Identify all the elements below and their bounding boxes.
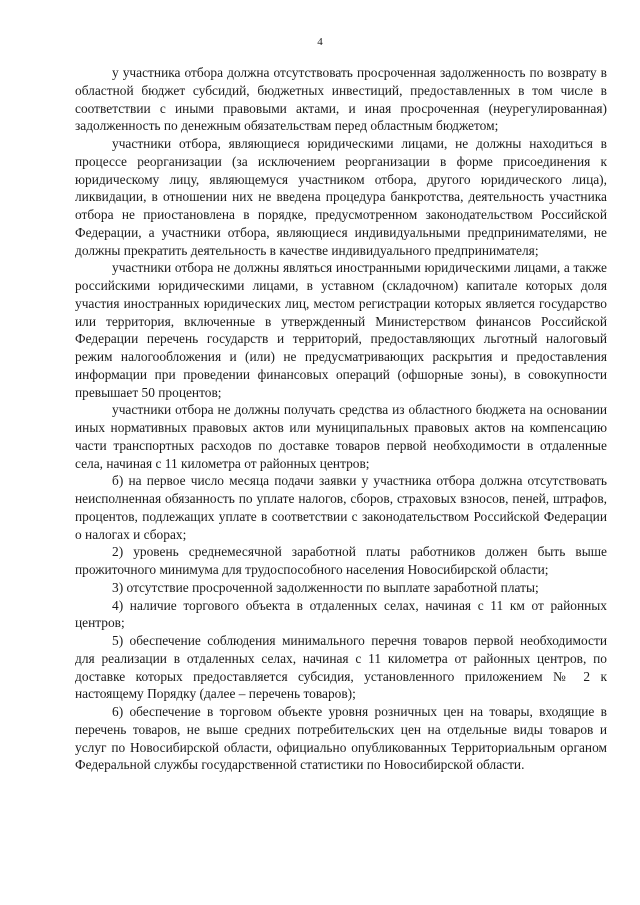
paragraph-tax-obligations: б) на первое число месяца подачи заявки у участника отбора должна отсутствовать неисполненная обязанность по уплате налогов, сборов, страховых взносов, пеней, штрафов, процентов, подлежащих уплате в соответствии с законодательством Российской Федерации о налогах и сборах; (75, 473, 607, 542)
page-number: 4 (317, 36, 323, 48)
paragraph-other-funds: участники отбора не должны получать средства из областного бюджета на основании иных нормативных правовых актов или муниципальных правовых актов на компенсацию части транспортных расходов по доставке товаров первой необходимости в отдаленные села, начиная с 11 километра от районных центров; (75, 402, 607, 471)
document-body (75, 64, 607, 774)
paragraph-overdue-debt: у участника отбора должна отсутствовать просроченная задолженность по возврату в областной бюджет субсидий, бюджетных инвестиций, предоставленных в том числе в соответствии с иными правовыми актами, и иная просроченная (неурегулированная) задолженность по денежным обязательствам перед областным бюджетом; (75, 65, 607, 134)
paragraph-salary-arrears: 3) отсутствие просроченной задолженности по выплате заработной платы; (112, 579, 539, 595)
paragraph-retail-prices: 6) обеспечение в торговом объекте уровня розничных цен на товары, входящие в перечень товаров, не выше средних потребительских цен на отдельные виды товаров и услуг по Новосибирской области, официально опубликованных Территориальным органом Федеральной службы государственной статистики по Новосибирской области. (75, 704, 607, 773)
paragraph-trade-object: 4) наличие торгового объекта в отдаленных селах, начиная с 11 км от районных центров; (75, 597, 607, 631)
paragraph-reorganization: участники отбора, являющиеся юридическими лицами, не должны находиться в процессе реорганизации (за исключением реорганизации в форме присоединения к юридическому лицу, являющемуся участником отбора, другого юридического лица), ликвидации, в отношении них не введена процедура банкротства, деятельность участника отбора не приостановлена в порядке, предусмотренном законодательством Российской Федерации, а участники отбора, являющиеся индивидуальными предпринимателями, не должны прекратить деятельность в качестве индивидуального предпринимателя; (75, 136, 607, 258)
paragraph-foreign-entities: участники отбора не должны являться иностранными юридическими лицами, а также российскими юридическими лицами, в уставном (складочном) капитале которых доля участия иностранных юридических лиц, местом регистрации которых является государство или территория, включенные в утвержденный Министерством финансов Российской Федерации перечень государств и территорий, предоставляющих льготный налоговый режим налогообложения и (или) не предусматривающих раскрытия и предоставления информации при проведении финансовых операций (офшорные зоны), в совокупности превышает 50 процентов; (75, 260, 607, 400)
paragraph-goods-list: 5) обеспечение соблюдения минимального перечня товаров первой необходимости для реализации в отдаленных селах, начиная с 11 километра от районных центров, по доставке которых предоставляется субсидия, установленного приложением № 2 к настоящему Порядку (далее – перечень товаров); (75, 633, 607, 702)
paragraph-salary-level: 2) уровень среднемесячной заработной платы работников должен быть выше прожиточного минимума для трудоспособного населения Новосибирской области; (75, 544, 607, 577)
